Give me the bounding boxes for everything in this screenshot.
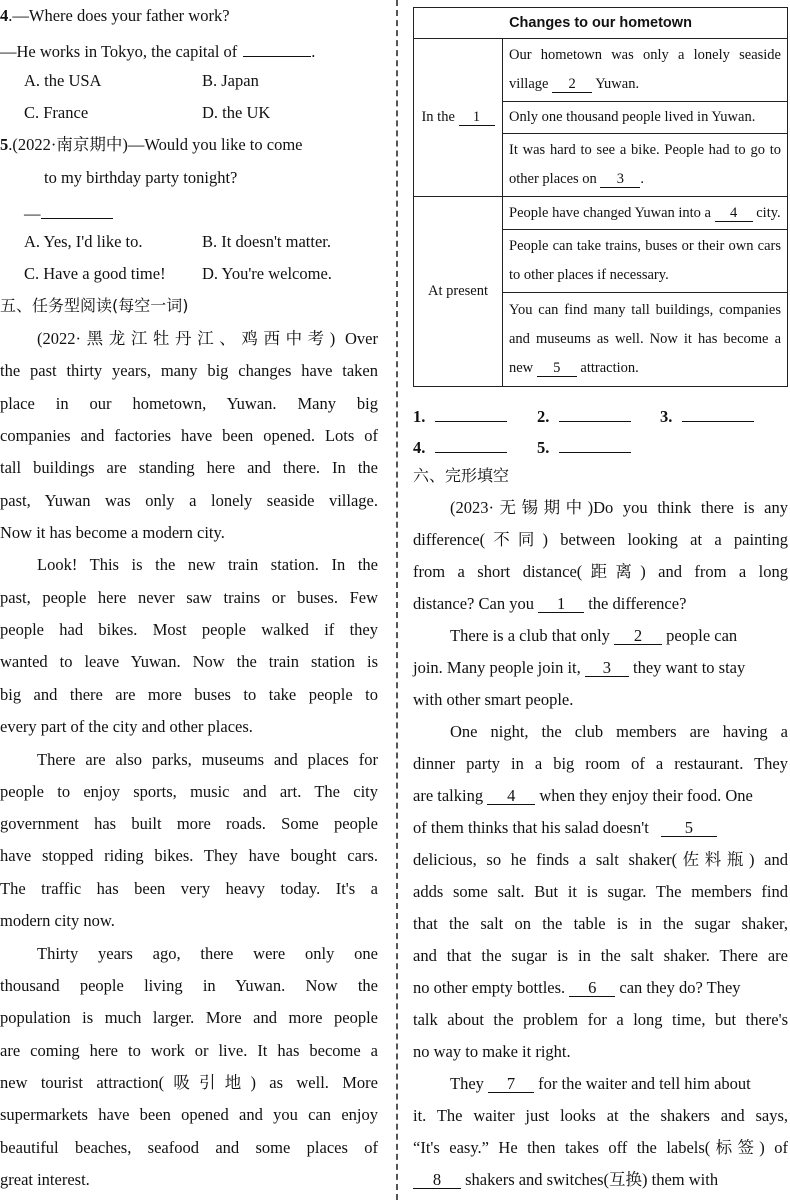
cloze-line: and that the sugar is in the salt shaker. There are [413,946,788,965]
table-cell [503,229,788,292]
cell-text: . [640,171,645,188]
cloze-blank-5[interactable]: 5 [661,818,717,837]
answer-2: 2. [537,403,631,427]
reading-line: Thirty years ago, there were only one [37,944,378,963]
cloze-line: from a short distance(距离) and from a long [413,562,788,581]
cell-text: People can take trains, buses or their own cars to other places if necessary. [509,237,781,283]
q5-line2: to my birthday party tonight? [44,168,238,187]
answer-1: 1. [413,403,507,427]
table-cell [503,197,788,229]
q5-option-d[interactable]: D. You're welcome. [202,264,332,283]
cloze-text: They [450,1074,484,1093]
table-cell [503,39,788,102]
reading-line: population is much larger. More and more people [0,1008,378,1027]
cloze-blank-2[interactable]: 2 [614,626,662,645]
answer-number: 2 [537,407,546,426]
reading-line: (2022·黑龙江牡丹江、鸡西中考) Over [37,329,378,348]
cell-text: Yuwan. [595,76,640,93]
table-cell [503,102,788,134]
reading-line: tall buildings are standing here and there. In the [0,458,378,477]
reading-line: government has built more roads. Some people [0,814,378,833]
cloze-text: of them thinks that his salad doesn't [413,818,649,837]
cloze-line [413,1170,718,1190]
reading-line: people had bikes. Most people walked if they [0,620,378,639]
table-blank-4[interactable]: 4 [715,205,753,222]
row-header-past [414,39,503,197]
row-header-present: At present [414,197,503,387]
cloze-line: with other smart people. [413,690,574,709]
cell-text: You can find many tall buildings, companies and museums as well. Now it has become a new [509,301,781,376]
q4-question: .—Where does your father work? [8,6,230,25]
reading-line: past, Yuwan was only a lonely seaside village. [0,491,378,510]
cloze-text: they want to stay [632,658,746,677]
cloze-line: One night, the club members are having a [450,722,788,741]
table-cell [503,292,788,386]
cloze-text: distance? Can you [413,594,534,613]
cloze-line: dinner party in a big room of a restaurant. They [413,754,788,773]
cell-text: People have changed Yuwan into a [509,204,711,221]
cell-text: It was hard to see a bike. People had to go to other places on [509,142,781,188]
reading-line: modern city now. [0,911,115,930]
cloze-line: difference(不同) between looking at a painting [413,530,788,549]
cloze-line: it. The waiter just looks at the shakers and says, [413,1106,788,1125]
q4-option-d[interactable]: D. the UK [202,103,271,122]
cloze-text: the difference? [588,594,687,613]
reading-line: place in our hometown, Yuwan. Many big [0,394,378,413]
cloze-line [413,786,753,806]
q4-number: 4 [0,6,9,25]
cloze-line: adds some salt. But it is sugar. The members find [413,882,788,901]
answer-4: 4. [413,434,507,458]
cell-text: Our hometown was only a lonely seaside village [509,47,781,93]
past-label: In the [421,109,455,126]
q5-dash: — [24,204,41,223]
q5-line3 [24,200,113,224]
reading-line: people to enjoy sports, music and art. The city [0,782,378,801]
reading-line: Now it has become a modern city. [0,523,225,542]
reading-line: thousand people living in Yuwan. Now the [0,976,378,995]
answer-number: 4 [413,438,422,457]
cloze-line [413,658,745,678]
answer-3: 3. [660,403,754,427]
cell-text: attraction. [580,359,639,376]
q5-option-a[interactable]: A. Yes, I'd like to. [24,232,143,251]
changes-table [413,7,788,387]
q5-question: .(2022·南京期中)—Would you like to come [8,135,303,154]
cloze-line: “It's easy.” He then takes off the labels(标签) of [413,1138,788,1157]
reading-line: great interest. [0,1170,90,1189]
reading-line: beautiful beaches, seafood and some places of [0,1138,378,1157]
cloze-line: talk about the problem for a long time, but there's [413,1010,788,1029]
q5-option-c[interactable]: C. Have a good time! [24,264,166,283]
reading-line: The traffic has been very heavy today. It's a [0,879,378,898]
reading-line: companies and factories have been opened. Lots of [0,426,378,445]
reading-line: wanted to leave Yuwan. Now the train station is [0,652,378,671]
section-5-title: 五、任务型阅读(每空一词) [0,296,189,315]
table-blank-2[interactable]: 2 [552,76,592,93]
reading-line: have stopped riding bikes. They have bought cars. [0,846,378,865]
reading-line: new tourist attraction(吸引地) as well. More [0,1073,378,1092]
reading-line: Look! This is the new train station. In the [37,555,378,574]
cloze-blank-8[interactable]: 8 [413,1170,461,1189]
q4-option-c[interactable]: C. France [24,103,89,122]
reading-line: the past thirty years, many big changes have taken [0,361,378,380]
q4-line2 [0,38,315,62]
q5-number: 5 [0,135,9,154]
q5-option-b[interactable]: B. It doesn't matter. [202,232,331,251]
cloze-blank-7[interactable]: 7 [488,1074,534,1093]
q4-answer-text: —He works in Tokyo, the capital of [0,42,238,61]
cloze-line [450,626,737,646]
table-caption: Changes to our hometown [414,8,788,39]
cloze-line: no way to make it right. [413,1042,571,1061]
cloze-text: shakers and switches(互换) them with [465,1170,719,1189]
cloze-text: when they enjoy their food. One [539,786,753,805]
cloze-line [413,818,717,838]
cloze-blank-6[interactable]: 6 [569,978,615,997]
cloze-line [413,594,686,614]
cloze-text: can they do? They [619,978,741,997]
q5-line1 [0,135,303,155]
reading-line: past, people here never saw trains or buses. Few [0,588,378,607]
cloze-line: delicious, so he finds a salt shaker(佐料瓶) and [413,850,788,869]
answer-number: 3 [660,407,669,426]
reading-line: are coming here to work or live. It has become a [0,1041,378,1060]
answer-number: 1 [413,407,422,426]
reading-line: supermarkets have been opened and you can enjoy [0,1105,378,1124]
cloze-text: no other empty bottles. [413,978,566,997]
cloze-text: join. Many people join it, [413,658,581,677]
answer-blank[interactable] [435,403,507,422]
q4-option-b[interactable]: B. Japan [202,71,259,90]
cloze-text: There is a club that only [450,626,610,645]
cloze-line [413,978,741,998]
section-6-title: 六、完形填空 [413,466,510,485]
cloze-blank-4[interactable]: 4 [487,786,535,805]
cell-text: city. [756,204,781,221]
cloze-blank-1[interactable]: 1 [538,594,584,613]
answer-blank[interactable] [559,403,631,422]
table-cell [503,134,788,197]
q4-blank[interactable] [243,38,311,57]
cloze-text: for the waiter and tell him about [538,1074,751,1093]
cloze-line: that the salt on the table is in the sugar shaker, [413,914,788,933]
q5-blank[interactable] [41,200,113,219]
cloze-line: (2023·无锡期中)Do you think there is any [450,498,788,517]
table-blank-3[interactable]: 3 [600,171,640,188]
q4-period: . [311,42,316,61]
cloze-line [450,1074,751,1094]
table-blank-5[interactable]: 5 [537,360,577,377]
answer-number: 5 [537,438,546,457]
reading-line: every part of the city and other places. [0,717,253,736]
reading-line: big and there are more buses to take people to [0,685,378,704]
column-divider [396,0,398,1200]
cell-text: Only one thousand people lived in Yuwan. [509,109,756,126]
cloze-text: people can [666,626,738,645]
q4-line1 [0,6,230,26]
answer-blank[interactable] [435,434,507,453]
answer-blank[interactable] [682,403,754,422]
answer-5: 5. [537,434,631,458]
cloze-text: are talking [413,786,484,805]
reading-line: There are also parks, museums and places for [37,750,378,769]
answer-blank[interactable] [559,434,631,453]
table-blank-1[interactable]: 1 [459,109,495,126]
cloze-blank-3[interactable]: 3 [585,658,629,677]
q4-option-a[interactable]: A. the USA [24,71,102,90]
